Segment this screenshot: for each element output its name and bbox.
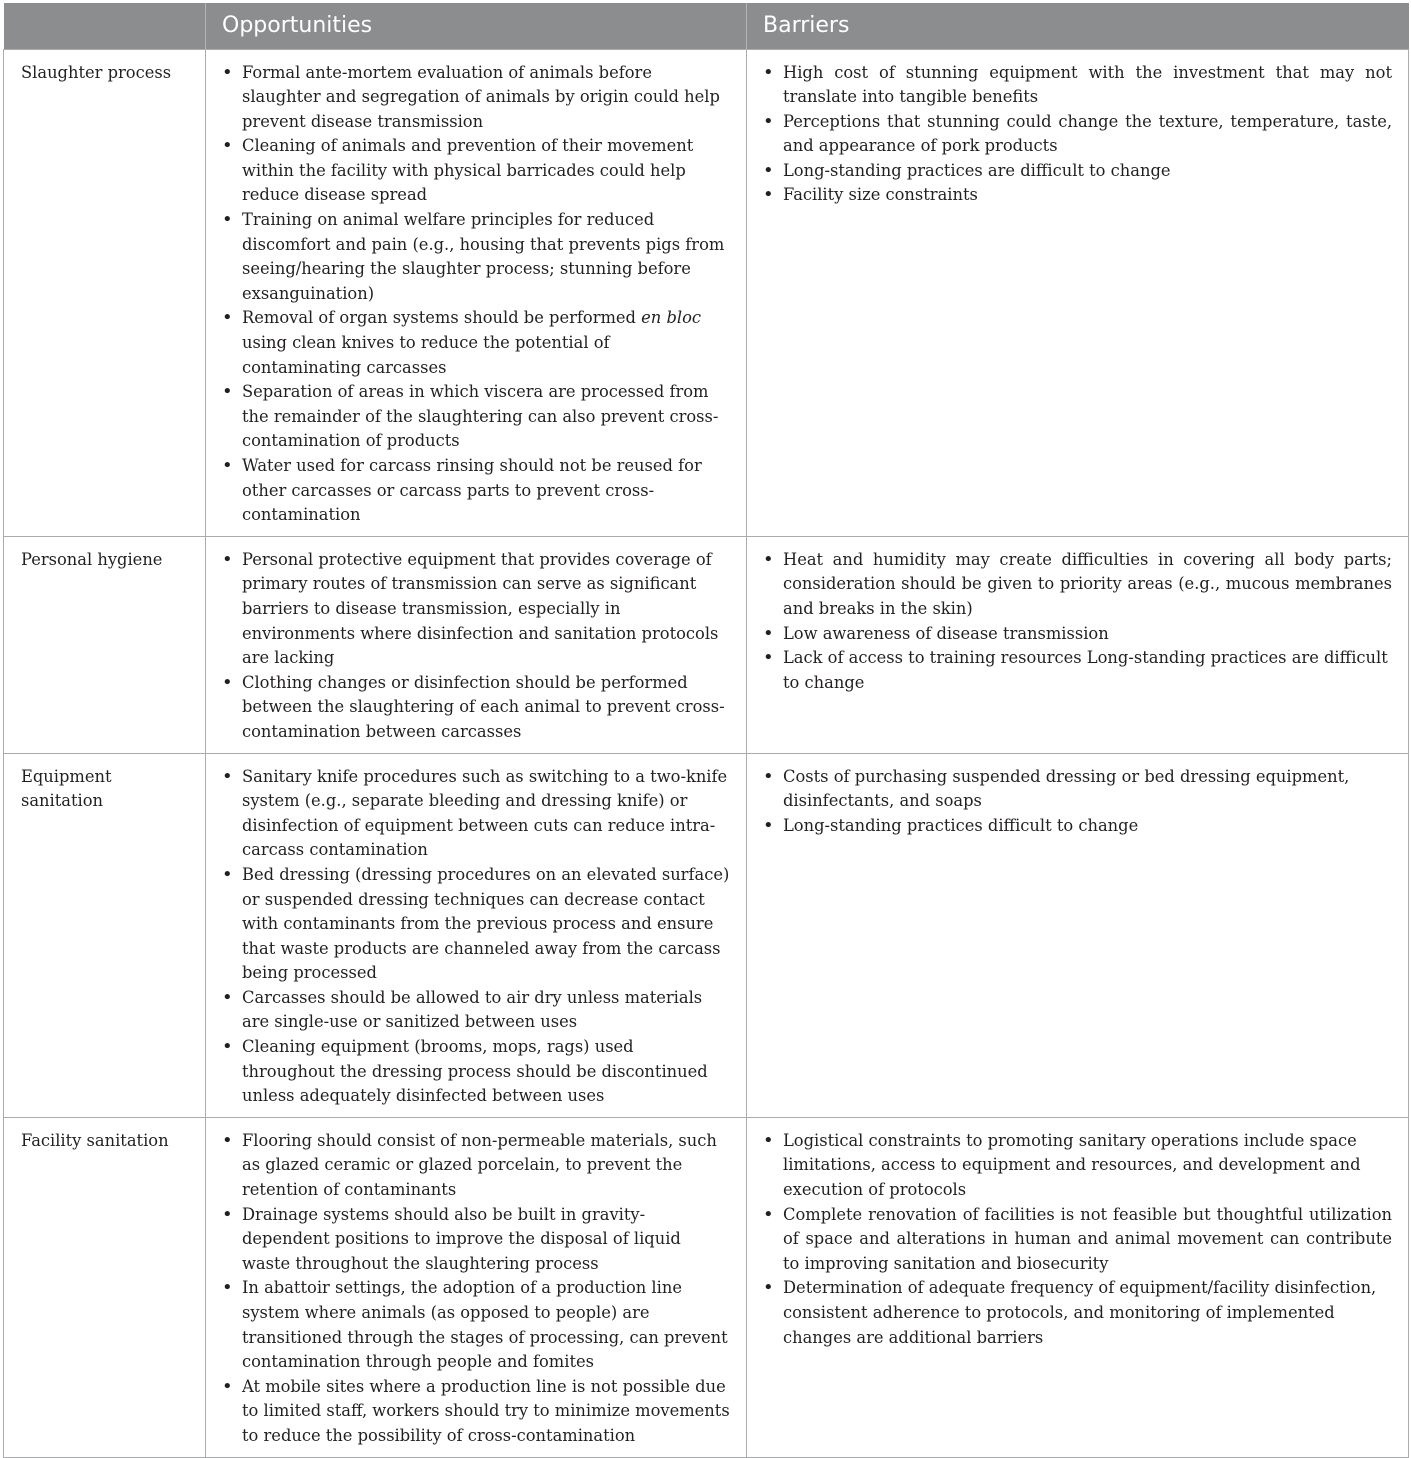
- list-item: • Facility size constraints: [763, 183, 1392, 208]
- header-opportunities: Opportunities: [206, 3, 747, 49]
- opportunities-cell: [206, 753, 747, 1117]
- list-item: • Cleaning equipment (brooms, mops, rags) used throughout the dressing process should be discontinued unless adequately disinfected between uses: [222, 1035, 730, 1109]
- barriers-list: [763, 765, 1392, 839]
- table-row: [4, 1117, 1409, 1457]
- list-item: • Logistical constraints to promoting sanitary operations include space limitations, access to equipment and resources, and development and execution of protocols: [763, 1129, 1392, 1203]
- list-item: • Water used for carcass rinsing should not be reused for other carcasses or carcass parts to prevent cross-contamination: [222, 454, 730, 528]
- list-item: • Determination of adequate frequency of equipment/facility disinfection, consistent adherence to protocols, and monitoring of implemented changes are additional barriers: [763, 1276, 1392, 1350]
- list-item: [222, 306, 730, 380]
- list-item: • Bed dressing (dressing procedures on an elevated surface) or suspended dressing techniques can decrease contact with contaminants from the previous process and ensure that waste products are channeled away from the carcass being processed: [222, 863, 730, 986]
- list-item-text: Removal of organ systems should be performed: [242, 308, 642, 328]
- list-item: • Long-standing practices difficult to change: [763, 814, 1392, 839]
- barriers-cell: [747, 1117, 1409, 1457]
- list-item: • Costs of purchasing suspended dressing or bed dressing equipment, disinfectants, and soaps: [763, 765, 1392, 814]
- list-item: • Heat and humidity may create difficulties in covering all body parts; consideration should be given to priority areas (e.g., mucous membranes and breaks in the skin): [763, 548, 1392, 622]
- list-item: • In abattoir settings, the adoption of a production line system where animals (as opposed to people) are transitioned through the stages of processing, can prevent contamination through people and fomites: [222, 1276, 730, 1374]
- row-category: Facility sanitation: [4, 1117, 206, 1457]
- list-item: • Sanitary knife procedures such as switching to a two-knife system (e.g., separate bleeding and dressing knife) or disinfection of equipment between cuts can reduce intra-carcass contamination: [222, 765, 730, 863]
- opportunities-list: [222, 61, 730, 528]
- opportunities-list: [222, 765, 730, 1109]
- opportunities-list: [222, 1129, 730, 1449]
- list-item: • Carcasses should be allowed to air dry unless materials are single-use or sanitized between uses: [222, 986, 730, 1035]
- list-item: • Cleaning of animals and prevention of their movement within the facility with physical barricades could help reduce disease spread: [222, 134, 730, 208]
- list-item: • Long-standing practices are difficult to change: [763, 159, 1392, 184]
- list-item: • Drainage systems should also be built in gravity-dependent positions to improve the disposal of liquid waste throughout the slaughtering process: [222, 1203, 730, 1277]
- list-item-italic-text: en bloc: [641, 308, 702, 328]
- header-row: [4, 3, 1409, 49]
- barriers-cell: [747, 49, 1409, 536]
- table-row: [4, 536, 1409, 753]
- list-item: • Personal protective equipment that provides coverage of primary routes of transmission can serve as significant barriers to disease transmission, especially in environments where disinfection and sanitation protocols are lacking: [222, 548, 730, 671]
- list-item: • Low awareness of disease transmission: [763, 622, 1392, 647]
- barriers-cell: [747, 536, 1409, 753]
- opportunities-cell: [206, 536, 747, 753]
- header-category: [4, 3, 206, 49]
- opportunities-list: [222, 548, 730, 745]
- opportunities-barriers-table: [3, 3, 1409, 1458]
- list-item: • Formal ante-mortem evaluation of animals before slaughter and segregation of animals by origin could help prevent disease transmission: [222, 61, 730, 135]
- table-row: [4, 753, 1409, 1117]
- list-item: • Lack of access to training resources Long-standing practices are difficult to change: [763, 646, 1392, 695]
- barriers-cell: [747, 753, 1409, 1117]
- row-category: Equipment sanitation: [4, 753, 206, 1117]
- opportunities-cell: [206, 1117, 747, 1457]
- list-item: • Training on animal welfare principles for reduced discomfort and pain (e.g., housing that prevents pigs from seeing/hearing the slaughter process; stunning before exsanguination): [222, 208, 730, 306]
- row-category: Personal hygiene: [4, 536, 206, 753]
- list-item-text: using clean knives to reduce the potential of contaminating carcasses: [242, 333, 610, 377]
- row-category: Slaughter process: [4, 49, 206, 536]
- list-item: • High cost of stunning equipment with the investment that may not translate into tangible benefits: [763, 61, 1392, 110]
- barriers-list: [763, 61, 1392, 209]
- list-item: • Complete renovation of facilities is not feasible but thoughtful utilization of space and alterations in human and animal movement can contribute to improving sanitation and biosecurity: [763, 1203, 1392, 1277]
- table-row: [4, 49, 1409, 536]
- barriers-list: [763, 548, 1392, 696]
- header-barriers: Barriers: [747, 3, 1409, 49]
- list-item: • Flooring should consist of non-permeable materials, such as glazed ceramic or glazed porcelain, to prevent the retention of contaminants: [222, 1129, 730, 1203]
- list-item: • Perceptions that stunning could change the texture, temperature, taste, and appearance of pork products: [763, 110, 1392, 159]
- list-item: • Clothing changes or disinfection should be performed between the slaughtering of each animal to prevent cross-contamination between carcasses: [222, 671, 730, 745]
- list-item: • Separation of areas in which viscera are processed from the remainder of the slaughtering can also prevent cross-contamination of products: [222, 380, 730, 454]
- barriers-list: [763, 1129, 1392, 1350]
- list-item: • At mobile sites where a production line is not possible due to limited staff, workers should try to minimize movements to reduce the possibility of cross-contamination: [222, 1375, 730, 1449]
- opportunities-cell: [206, 49, 747, 536]
